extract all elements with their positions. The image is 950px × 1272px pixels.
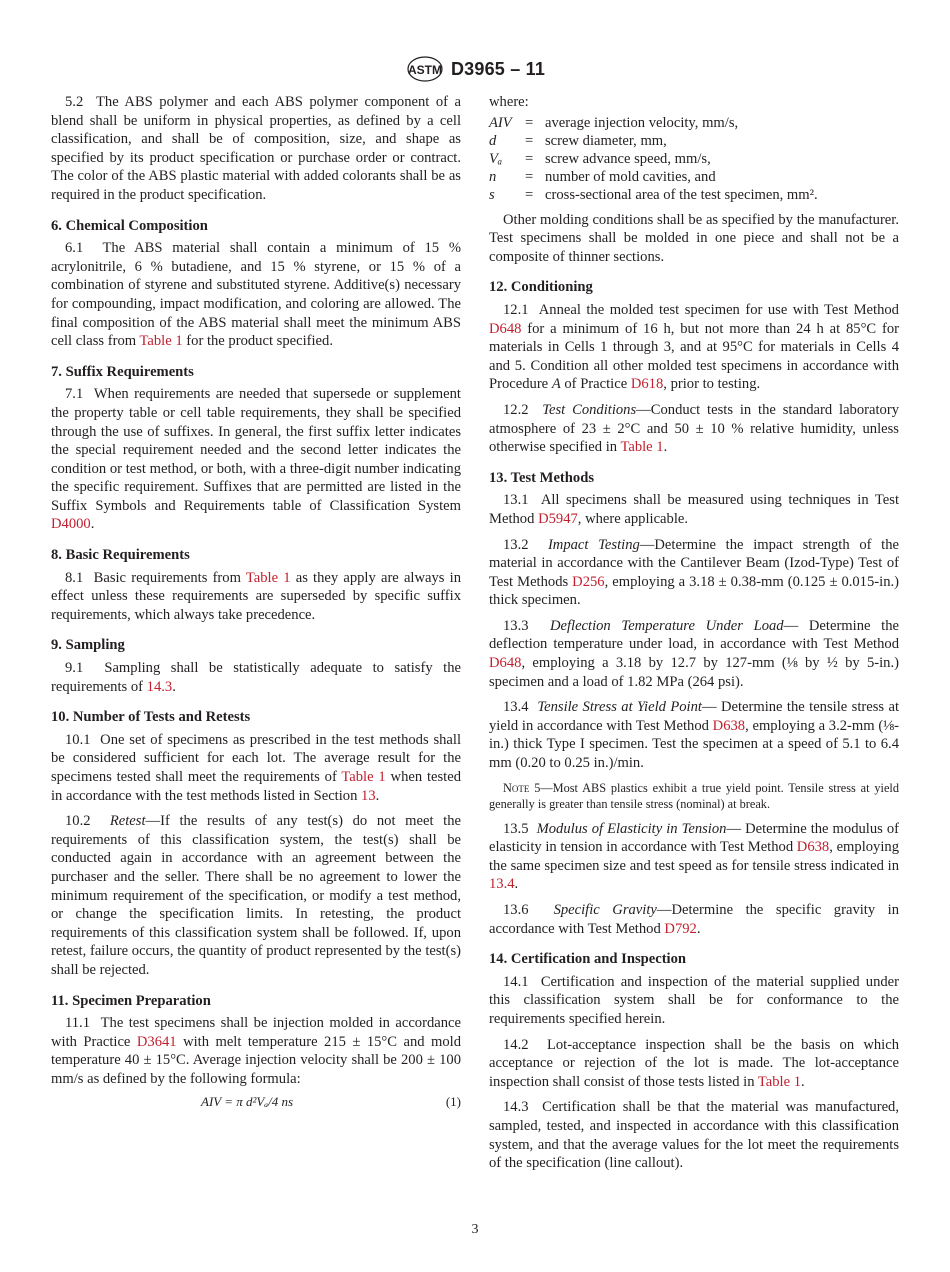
paragraph-10-2: 10.2 Retest—If the results of any test(s) do not meet the requirements of this classification system, the test(s) shall be conducted again in accordance with an agreement between the purchaser and the seller. There shall be no agreement to lower the minimum requirement of the specification, or modify a test method, or change the specification limits. In retesting, the product requirements of this classification system shall be followed. If, upon retest, failure occurs, the quantity of product represented by the test(s) shall be rejected. bbox=[51, 813, 462, 978]
section-8-heading: 8. Basic Requirements bbox=[51, 547, 190, 564]
paragraph-11-1: 11.1 The test specimens shall be injection molded in accordance with Practice D3641 with melt temperature 215 ± 15°C and mold temperature 40 ± 15°C. Average injection velocity shall be 200 ± 100 mm/s as defined by the following formula: bbox=[51, 1015, 461, 1087]
variable-row: Vₐ = screw advance speed, mm/s, bbox=[489, 150, 711, 167]
d618-link[interactable]: D618 bbox=[630, 376, 664, 393]
paragraph-12-2: 12.2 Test Conditions—Conduct tests in the standard laboratory atmosphere of 23 ± 2°C and 50 ± 10 % relative humidity, unless otherwise specified in Table 1. bbox=[489, 401, 899, 456]
document-id: D3965 – 11 bbox=[450, 58, 546, 79]
table-1-link[interactable]: Table 1 bbox=[757, 1073, 802, 1090]
other-conditions-paragraph: Other molding conditions shall be as specified by the manufacturer. Test specimens shall be molded in one piece and shall not be a composite of thinner sections. bbox=[489, 211, 899, 265]
d4000-link[interactable]: D4000 bbox=[51, 516, 91, 533]
left-column bbox=[51, 93, 461, 1111]
page-header bbox=[0, 54, 950, 84]
variable-row: n = number of mold cavities, and bbox=[489, 168, 716, 185]
paragraph-8-1: 8.1 Basic requirements from Table 1 as they apply are always in effect unless these requirements are superseded by specific suffix requirements, which always take precedence. bbox=[51, 569, 462, 623]
paragraph-6-1: 6.1 The ABS material shall contain a minimum of 15 % acrylonitrile, 6 % butadiene, and 15 % styrene, or 15 % of a combination of styrene and substituted styrene. Additive(s) necessary for compounding, impact modification, and coloring are allowed. The final composition of the ABS material shall meet the minimum ABS cell class from Table 1 for the product specified. bbox=[51, 240, 461, 350]
paragraph-5-2: 5.2 The ABS polymer and each ABS polymer component of a blend shall be uniform in physical properties, as defined by a cell classification, and shall be of composition, size, and shape as specified by its product specification or purchase order or contract. The color of the ABS plastic material with added colorants shall be as required in the product specification. bbox=[51, 94, 461, 203]
paragraph-13-3: 13.3 Deflection Temperature Under Load— Determine the deflection temperature under load, in accordance with Test Method D648, employing a 3.18 by 12.7 by 127-mm (⅛ by ½ by 5-in.) specimen and a load of 1.82 MPa (264 psi). bbox=[489, 617, 900, 690]
d638-link[interactable]: D638 bbox=[796, 839, 830, 856]
variable-row: s = cross-sectional area of the test specimen, mm². bbox=[489, 186, 818, 203]
formula-1 bbox=[51, 1093, 461, 1112]
paragraph-7-1: 7.1 When requirements are needed that supersede or supplement the property table or cell table requirements, they shall be specified through the use of suffixes. In general, the first suffix letter indicates the special requirement needed and the second letter indicates the condition or test method, or both, with a three-digit number indicating the specific requirement. Suffixes that are permitted are listed in the Suffix Symbols and Requirements table of Classification System D4000. bbox=[51, 386, 461, 533]
d5947-link[interactable]: D5947 bbox=[538, 510, 578, 527]
paragraph-14-2: 14.2 Lot-acceptance inspection shall be the basis on which acceptance or rejection of the lot is made. The lot-acceptance inspection shall consist of those tests listed in Table 1. bbox=[489, 1036, 899, 1090]
table-1-link[interactable]: Table 1 bbox=[341, 769, 386, 785]
paragraph-14-3: 14.3 Certification shall be that the material was manufactured, sampled, tested, and inspected in accordance with this classification system, and that the average values for the lot meet the requirements of the specification (line callout). bbox=[489, 1099, 900, 1172]
section-10-heading: 10. Number of Tests and Retests bbox=[51, 709, 251, 726]
variable-row: AIV = average injection velocity, mm/s, bbox=[489, 114, 739, 131]
table-1-link[interactable]: Table 1 bbox=[245, 569, 291, 586]
paragraph-9-1: 9.1 Sampling shall be statistically adequate to satisfy the requirements of 14.3. bbox=[51, 660, 461, 695]
section-13-link[interactable]: 13 bbox=[361, 787, 376, 804]
table-1-link[interactable]: Table 1 bbox=[139, 333, 183, 350]
d256-link[interactable]: D256 bbox=[572, 573, 605, 590]
section-12-heading: 12. Conditioning bbox=[489, 279, 593, 296]
page-number: 3 bbox=[471, 1222, 479, 1237]
paragraph-13-6: 13.6 Specific Gravity—Determine the specific gravity in accordance with Test Method D792. bbox=[489, 902, 900, 937]
formula-expression: AIV = π d²Vₐ/4 ns bbox=[201, 1093, 294, 1109]
right-column bbox=[489, 93, 899, 1180]
d3641-link[interactable]: D3641 bbox=[136, 1033, 177, 1050]
variable-definitions bbox=[489, 114, 899, 204]
variable-row: d = screw diameter, mm, bbox=[489, 132, 667, 149]
paragraph-13-2: 13.2 Impact Testing—Determine the impact strength of the material in accordance with the Cantilever Beam (Izod-Type) Test of Test Methods D256, employing a 3.18 ± 0.38-mm (0.125 ± 0.015-in.) thick specimen. bbox=[489, 536, 899, 609]
section-14-heading: 14. Certification and Inspection bbox=[489, 951, 687, 968]
d648-link[interactable]: D648 bbox=[489, 320, 522, 337]
where-label: where: bbox=[489, 94, 529, 110]
section-14-3-link[interactable]: 14.3 bbox=[146, 678, 173, 695]
note-5: Note 5—Most ABS plastics exhibit a true yield point. Tensile stress at yield generally is greater than tensile stress (nominal) at break. bbox=[489, 780, 899, 811]
section-7-heading: 7. Suffix Requirements bbox=[51, 363, 194, 380]
table-1-link[interactable]: Table 1 bbox=[620, 439, 664, 456]
astm-logo-icon bbox=[405, 55, 445, 83]
section-11-heading: 11. Specimen Preparation bbox=[51, 992, 211, 1009]
formula-number: (1) bbox=[445, 1093, 461, 1109]
d648-link[interactable]: D648 bbox=[489, 655, 522, 672]
section-9-heading: 9. Sampling bbox=[51, 637, 125, 654]
paragraph-10-1: 10.1 One set of specimens as prescribed in the test methods shall be considered sufficient for each lot. The average result for the specimens tested shall meet the requirements of Table 1 when tested in accordance with the test methods listed in Section 13. bbox=[51, 731, 462, 804]
paragraph-13-1: 13.1 All specimens shall be measured using techniques in Test Method D5947, where applicable. bbox=[489, 492, 899, 527]
paragraph-13-4: 13.4 Tensile Stress at Yield Point— Determine the tensile stress at yield in accordance with Test Method D638, employing a 3.2-mm (⅛-in.) thick Type I specimen. Test the specimen at a speed of 5.1 to 6.4 mm (0.20 to 0.25 in.)/min. bbox=[489, 699, 899, 772]
paragraph-12-1: 12.1 Anneal the molded test specimen for use with Test Method D648 for a minimum of 16 h, but not more than 24 h at 85°C for materials in Cells 1 through 3, and at 95°C for materials in Cells 4 and 5. Condition all other molded test specimens in accordance with Procedure A of Practice D618, prior to testing. bbox=[489, 301, 899, 393]
section-13-heading: 13. Test Methods bbox=[489, 469, 595, 486]
d638-link[interactable]: D638 bbox=[712, 717, 746, 734]
section-6-heading: 6. Chemical Composition bbox=[51, 217, 208, 234]
paragraph-13-5: 13.5 Modulus of Elasticity in Tension— Determine the modulus of elasticity in tension in accordance with Test Method D638, employing the same specimen size and test speed as for tensile stress indicated in 13.4. bbox=[489, 820, 899, 893]
paragraph-14-1: 14.1 Certification and inspection of the material supplied under this classification system shall be for conformance to the requirements specified herein. bbox=[489, 973, 900, 1027]
section-13-4-link[interactable]: 13.4 bbox=[489, 876, 515, 893]
svg-text:ASTM: ASTM bbox=[407, 63, 442, 77]
d792-link[interactable]: D792 bbox=[664, 920, 697, 937]
